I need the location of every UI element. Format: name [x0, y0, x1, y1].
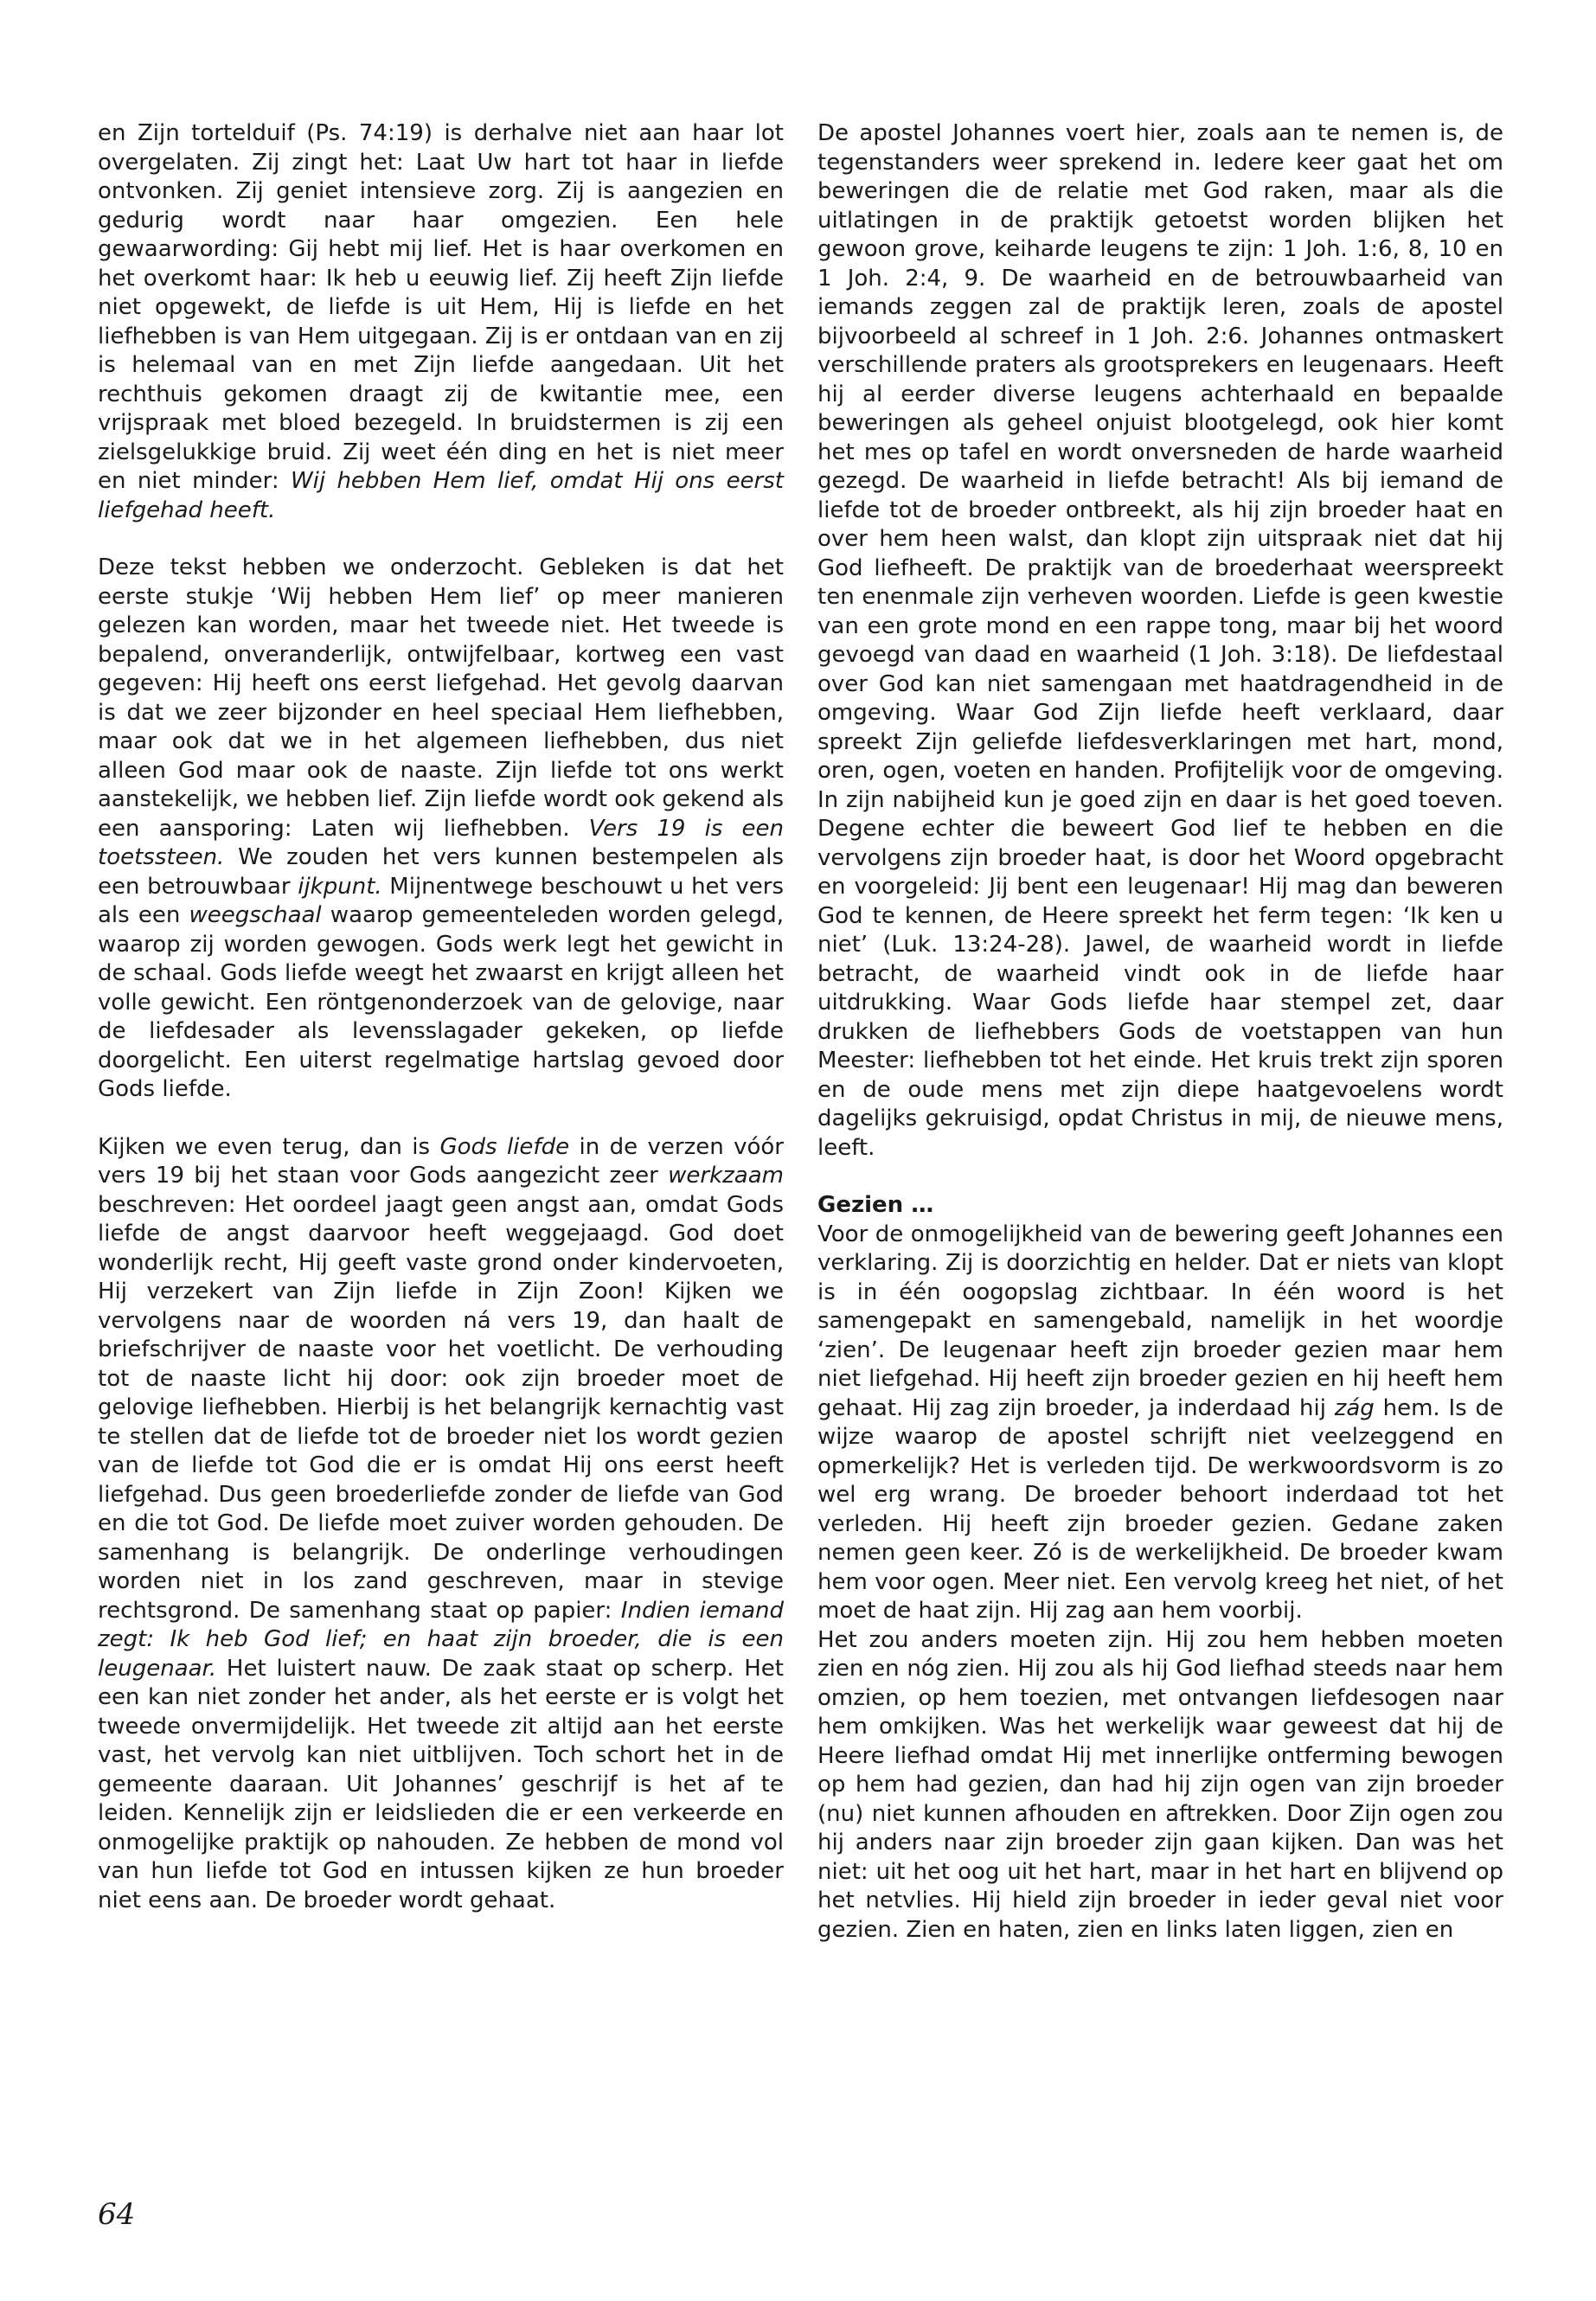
- page-number: 64: [98, 2197, 136, 2232]
- paragraph: Het zou anders moeten zijn. Hij zou hem hebben moeten zien en nóg zien. Hij zou als hij God liefhad steeds naar hem omzien, op hem toezien, met ontvangen liefdesogen naar hem omkijken. Was het werkelijk waar geweest dat hij de Heere liefhad omdat Hij met innerlijke ontferming bewogen op hem had gezien, dan had hij zijn ogen van zijn broeder (nu) niet kunnen afhouden en aftrekken. Door Zijn ogen zou hij anders naar zijn broeder zijn gaan kijken. Dan was het niet: uit het oog uit het hart, maar in het hart en blijvend op het netvlies. Hij hield zijn broeder in ieder geval niet voor gezien. Zien en haten, zien en links laten liggen, zien en: [817, 1626, 1503, 1943]
- paragraph: Deze tekst hebben we onderzocht. Gebleken is dat het eerste stukje ‘Wij hebben Hem lief’ op meer manieren gelezen kan worden, maar het tweede niet. Het tweede is bepalend, onveranderlijk, ontwijfelbaar, kortweg een vast gegeven: Hij heeft ons eerst liefgehad. Het gevolg daarvan is dat we zeer bijzonder en heel speciaal Hem liefhebben, maar ook dat we in het algemeen liefhebben, dus niet alleen God maar ook de naaste. Zijn liefde tot ons werkt aanstekelijk, we hebben lief. Zijn liefde wordt ook gekend als een aansporing: Laten wij liefhebben. Vers 19 is een toetssteen. We zouden het vers kunnen bestempelen als een betrouwbaar ijkpunt. Mijnentwege beschouwt u het vers als een weegschaal waarop gemeenteleden worden gelegd, waarop zij worden gewogen. Gods werk legt het gewicht in de schaal. Gods liefde weegt het zwaarst en krijgt alleen het volle gewicht. Een röntgenonderzoek van de gelovige, naar de liefdesader als levensslagader gekeken, op liefde doorgelicht. Een uiterst regelmatige hartslag gevoed door Gods liefde.: [98, 554, 784, 1102]
- paragraph: en Zijn tortelduif (Ps. 74:19) is derhalve niet aan haar lot overgelaten. Zij zingt het: Laat Uw hart tot haar in liefde ontvonken. Zij geniet intensieve zorg. Zij is aangezien en gedurig wordt naar haar omgezien. Een hele gewaarwording: Gij hebt mij lief. Het is haar overkomen en het overkomt haar: Ik heb u eeuwig lief. Zij heeft Zijn liefde niet opgewekt, de liefde is uit Hem, Hij is liefde en het liefhebben is van Hem uitgegaan. Zij is er ontdaan van en zij is helemaal van en met Zijn liefde aangedaan. Uit het rechthuis gekomen draagt zij de kwitantie mee, een vrijspraak met bloed bezegeld. In bruidstermen is zij een zielsgelukkige bruid. Zij weet één ding en het is niet meer en niet minder: Wij hebben Hem lief, omdat Hij ons eerst liefgehad heeft.: [98, 120, 784, 523]
- paragraph: Voor de onmogelijkheid van de bewering geeft Johannes een verklaring. Zij is doorzichtig en helder. Dat er niets van klopt is in één oogopslag zichtbaar. In één woord is het samengepakt en samengebald, namelijk in het woordje ‘zien’. De leugenaar heeft zijn broeder gezien maar hem niet liefgehad. Hij heeft zijn broeder gezien en hij heeft hem gehaat. Hij zag zijn broeder, ja inderdaad hij zág hem. Is de wijze waarop de apostel schrijft niet veelzeggend en opmerkelijk? Het is verleden tijd. De werkwoordsvorm is zo wel erg wrang. De broeder behoort inderdaad tot het verleden. Hij heeft zijn broeder gezien. Gedane zaken nemen geen keer. Zó is de werkelijkheid. De broeder kwam hem voor ogen. Meer niet. Een vervolg kreeg het niet, of het moet de haat zijn. Hij zag aan hem voorbij.: [817, 1221, 1503, 1624]
- section-heading: Gezien …: [817, 1192, 934, 1218]
- paragraph: De apostel Johannes voert hier, zoals aan te nemen is, de tegenstanders weer sprekend in. Iedere keer gaat het om beweringen die de relatie met God raken, maar als die uitlatingen in de praktijk getoetst worden blijken het gewoon grove, keiharde leugens te zijn: 1 Joh. 1:6, 8, 10 en 1 Joh. 2:4, 9. De waarheid en de betrouwbaarheid van iemands zeggen zal de praktijk leren, zoals de apostel bijvoorbeeld al schreef in 1 Joh. 2:6. Johannes ontmaskert verschillende praters als grootsprekers en leugenaars. Heeft hij al eerder diverse leugens achterhaald en bepaalde beweringen als geheel onjuist blootgelegd, ook hier komt het mes op tafel en wordt onversneden de harde waarheid gezegd. De waarheid in liefde betracht! Als bij iemand de liefde tot de broeder ontbreekt, als hij zijn broeder haat en over hem heen walst, dan klopt zijn uitspraak niet dat hij God liefheeft. De praktijk van de broederhaat weerspreekt ten enenmale zijn verheven woorden. Liefde is geen kwestie van een grote mond en een rappe tong, maar bij het woord gevoegd van daad en waarheid (1 Joh. 3:18). De liefdestaal over God kan niet samengaan met haatdragendheid in de omgeving. Waar God Zijn liefde heeft verklaard, daar spreekt Zijn geliefde liefdesverklaringen met hart, mond, oren, ogen, voeten en handen. Profijtelijk voor de omgeving. In zijn nabijheid kun je goed zijn en daar is het goed toeven. Degene echter die beweert God lief te hebben en die vervolgens zijn broeder haat, is door het Woord opgebracht en voorgeleid: Jij bent een leugenaar! Hij mag dan beweren God te kennen, de Heere spreekt het ferm tegen: ‘Ik ken u niet’ (Luk. 13:24-28). Jawel, de waarheid wordt in liefde betracht, de waarheid vindt ook in de liefde haar uitdrukking. Waar Gods liefde haar stempel zet, daar drukken de liefhebbers Gods de voetstappen van hun Meester: liefhebben tot het einde. Het kruis trekt zijn sporen en de oude mens met zijn diepe haatgevoelens wordt dagelijks gekruisigd, opdat Christus in mij, de nieuwe mens, leeft.: [817, 120, 1503, 1161]
- right-column: [817, 119, 1503, 1945]
- left-column: [98, 119, 784, 1915]
- paragraph: Kijken we even terug, dan is Gods liefde in de verzen vóór vers 19 bij het staan voor Gods aangezicht zeer werkzaam beschreven: Het oordeel jaagt geen angst aan, omdat Gods liefde de angst daarvoor heeft weggejaagd. God doet wonderlijk recht, Hij geeft vaste grond onder kindervoeten, Hij verzekert van Zijn liefde in Zijn Zoon! Kijken we vervolgens naar de woorden ná vers 19, dan haalt de briefschrijver de naaste voor het voetlicht. De verhouding tot de naaste licht hij door: ook zijn broeder moet de gelovige liefhebben. Hierbij is het belangrijk kernachtig vast te stellen dat de liefde tot de broeder niet los wordt gezien van de liefde tot God die er is omdat Hij ons eerst heeft liefgehad. Dus geen broederliefde zonder de liefde van God en die tot God. De liefde moet zuiver worden gehouden. De samenhang is belangrijk. De onderlinge verhoudingen worden niet in los zand geschreven, maar in stevige rechtsgrond. De samenhang staat op papier: Indien iemand zegt: Ik heb God lief; en haat zijn broeder, die is een leugenaar. Het luistert nauw. De zaak staat op scherp. Het een kan niet zonder het ander, als het eerste er is volgt het tweede onvermijdelijk. Het tweede zit altijd aan het eerste vast, het vervolg kan niet uitblijven. Toch schort het in de gemeente daaraan. Uit Johannes’ geschrijf is het af te leiden. Kennelijk zijn er leidslieden die er een verkeerde en onmogelijke praktijk op nahouden. Ze hebben de mond vol van hun liefde tot God en intussen kijken ze hun broeder niet eens aan. De broeder wordt gehaat.: [98, 1133, 784, 1913]
